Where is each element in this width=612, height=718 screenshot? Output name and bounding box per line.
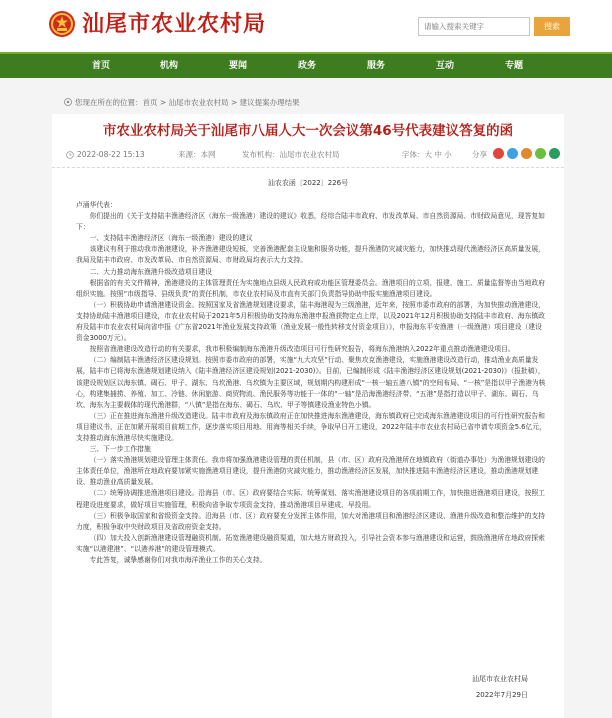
paragraph: 该建议有利于推动我市渔港建设，补齐渔港建设短板，完善渔港配套主设施和服务功能，提升渔港防灾减灾能力，加快推动现代渔港经济区高质量发展，我局及陆丰市政府、市发改革局、市自然资源局、市财政局均表示大力支持。 xyxy=(76,245,545,265)
site-title[interactable]: 汕尾市农业农村局 xyxy=(82,12,267,37)
share-label: 分享 xyxy=(472,150,487,159)
article-publisher: 发布机构：汕尾市农业农村局 xyxy=(242,150,340,159)
paragraph: （一）积极协助申请渔港建设资金。按照国家及省渔港规划建设要求，陆丰海港现为三级渔港，近年来，按照市委市政府的部署，为加快推动渔港建设，支持协助陆丰渔港项目建设，市农业农村局于2021年5月积极协助支持海东渔港申报渔获物定点上岸，以及2021年12月积极协助支持陆丰市政府、海东镇政府及陆丰市农业农村局向省申报《广东省2021年渔业发展支持政策（渔业发展一般性转移支付资金项目）》，申报海东平安渔港（一级渔港）项目建设（建设资金3000万元）。 xyxy=(76,300,545,343)
nav-item-interaction[interactable]: 互动 xyxy=(436,61,455,71)
article-title: 市农业农村局关于汕尾市八届人大一次会议第46号代表建议答复的函 xyxy=(102,123,514,139)
paragraph: （三）积极争取国家和省级资金支持。沿海县（市、区）政府要充分发挥主体作用，加大对渔港项目和渔港经济区建设、渔港升级改造和整治维护的支持力度，积极争取中央财政项目及省政府资金支持。 xyxy=(76,511,545,531)
breadcrumb-separator: > xyxy=(228,98,240,107)
share-more-icon[interactable] xyxy=(549,148,560,159)
breadcrumb-item-home[interactable]: 首页 xyxy=(142,98,158,107)
share-weibo-icon[interactable] xyxy=(493,148,504,159)
section-heading: 一、支持陆丰渔港经济区（海东一级渔港）建设的建议 xyxy=(89,234,253,243)
share-wechat-icon[interactable] xyxy=(535,148,546,159)
article-meta xyxy=(52,146,564,168)
font-size-control[interactable]: 字体：大 中 小 xyxy=(402,150,452,159)
nav-item-government[interactable]: 政务 xyxy=(298,61,317,71)
breadcrumb-item-bureau[interactable]: 汕尾市农业农村局 xyxy=(168,98,229,107)
paragraph: （三）正在推进海东渔港升级改造建设。陆丰市政府及海东镇政府正在加快推进海东渔港建设，海东镇政府已完成海东渔港建设项目的可行性研究报告和项目建议书，正在加紧开展项目前期工作，逐步落实项目用地、用海等相关手续，争取早日开工建设，2022年陆丰市农业农村局已省申请专项资金5.6亿元，支持推动海东渔港尽快实施建设。 xyxy=(76,411,546,442)
share-qzone-icon[interactable] xyxy=(521,148,532,159)
article-date: 2022-08-22 15:13 xyxy=(77,150,145,159)
breadcrumb-prefix: 您现在所在的位置： xyxy=(75,98,143,107)
paragraph: （一）落实渔港规划建设管理主体责任。我市将加强渔港建设管理的责任机制，县（市、区）政府及渔港所在地镇政府（街道办事处）为渔港规划建设的主体责任单位，渔港所在地政府要加紧实施渔港项目建设，提升渔港防灾减灾能力，推动渔港经济区发展，加快推进陆丰渔港经济区建设，推动渔港规划建设、推动渔业高质量发展。 xyxy=(76,456,545,487)
breadcrumb xyxy=(64,98,300,108)
paragraph: （四）加大投入创新渔港建设管理融资机制。拓宽渔港建设融资渠道，加大地方财政投入，引导社会资本参与渔港建设和运营，鼓励渔港所在地政府探索实施“以港建港”、“以港养港”的建设管理模式。 xyxy=(76,533,545,553)
paragraph: 按照省渔港建设改造行动的有关要求，我市积极编制海东渔港升级改造项目可行性研究报告，将海东渔港纳入2022年重点推动渔港建设项目。 xyxy=(89,345,515,354)
article-panel xyxy=(52,114,564,718)
nav-item-news[interactable]: 要闻 xyxy=(229,61,248,71)
nav-item-services[interactable]: 服务 xyxy=(367,61,386,71)
breadcrumb-separator: > xyxy=(157,98,169,107)
search-input[interactable] xyxy=(418,17,530,36)
article-source: 来源：本网 xyxy=(178,150,216,159)
article-body xyxy=(76,200,546,566)
document-number: 汕农农函〔2022〕226号 xyxy=(267,179,349,187)
search-button[interactable]: 搜索 xyxy=(534,17,570,36)
clock-icon xyxy=(66,151,74,159)
nav-item-home[interactable]: 首页 xyxy=(92,61,111,71)
national-emblem-icon xyxy=(48,10,76,38)
nav-item-organization[interactable]: 机构 xyxy=(160,61,179,71)
section-heading: 二、大力推动海东渔港升级改造项目建设 xyxy=(89,267,212,276)
paragraph: 你们提出的《关于支持陆丰渔港经济区（海东一级渔港）建设的建议》收悉，经综合陆丰市政府、市发改革局、市自然资源局、市财政局意见，现答复如下： xyxy=(76,212,545,232)
location-pin-icon xyxy=(64,98,72,106)
salutation: 卢涌华代表： xyxy=(76,201,117,209)
section-heading: 三、下一步工作措施 xyxy=(89,445,151,454)
closing-paragraph: 专此答复，诚挚感谢你们对我市海洋渔业工作的关心支持。 xyxy=(89,556,267,564)
main-nav xyxy=(0,52,612,78)
signature-org: 汕尾市农业农村局 xyxy=(472,675,528,683)
paragraph: 根据省的有关文件精神，渔港建设的主体管理责任为实施地点县级人民政府或功能区管理委员会。渔港项目的立项、报建、施工、质量监督等由当地政府组织实施。按照“市级指导、县级负责”的责任机制，市农业农村局及市直有关部门负责指导协助申报实施渔港项目建设。 xyxy=(76,278,545,298)
nav-item-topics[interactable]: 专题 xyxy=(505,61,524,71)
paragraph: （二）编制陆丰渔港经济区建设规划。按照市委市政府的部署，实施“九大攻坚”行动、聚焦攻克渔港建设，实施渔港建设改造行动，推动渔业高质量发展，陆丰市已将海东渔港规划建设纳入《陆丰渔港经济区建设规划(2021-2030)》。目前，已编制形成《陆丰渔港经济区建设规划(2021-2030)》（报批稿），该建设规划区以海东镇、碣石、甲子、湖东、乌坎渔港、乌坎镇为主要区域，规划期内构建形成“一核一轴五港八镇”的空间布局。“一核”是指以甲子渔港为核心，构建集捕捞、养殖、加工、冷链、休闲旅游、商贸物流、渔民服务等功能于一体的“一轴”是沿海渔港经济带、“五港”是指打造以甲子、湖东、碣石、乌坎、海东为主要载体的现代渔港群，“八镇”是指在海东、碣石、乌坎、甲子等镇建设渔业特色小镇。 xyxy=(76,356,546,409)
signature-date: 2022年7月29日 xyxy=(475,691,528,699)
share-qq-icon[interactable] xyxy=(507,148,518,159)
paragraph: （二）统筹协调推进渔港项目建设。沿海县（市、区）政府要结合实际、统筹谋划、落实渔港建设项目的各项前期工作，加快推进渔港项目建设，按照工程建设进度要求，做好项目实施管理，积极向省争取专项资金支持，推动渔港项目早建成、早投用。 xyxy=(76,489,545,509)
breadcrumb-item-results[interactable]: 建议提案办理结果 xyxy=(239,98,300,107)
site-header xyxy=(0,0,612,52)
